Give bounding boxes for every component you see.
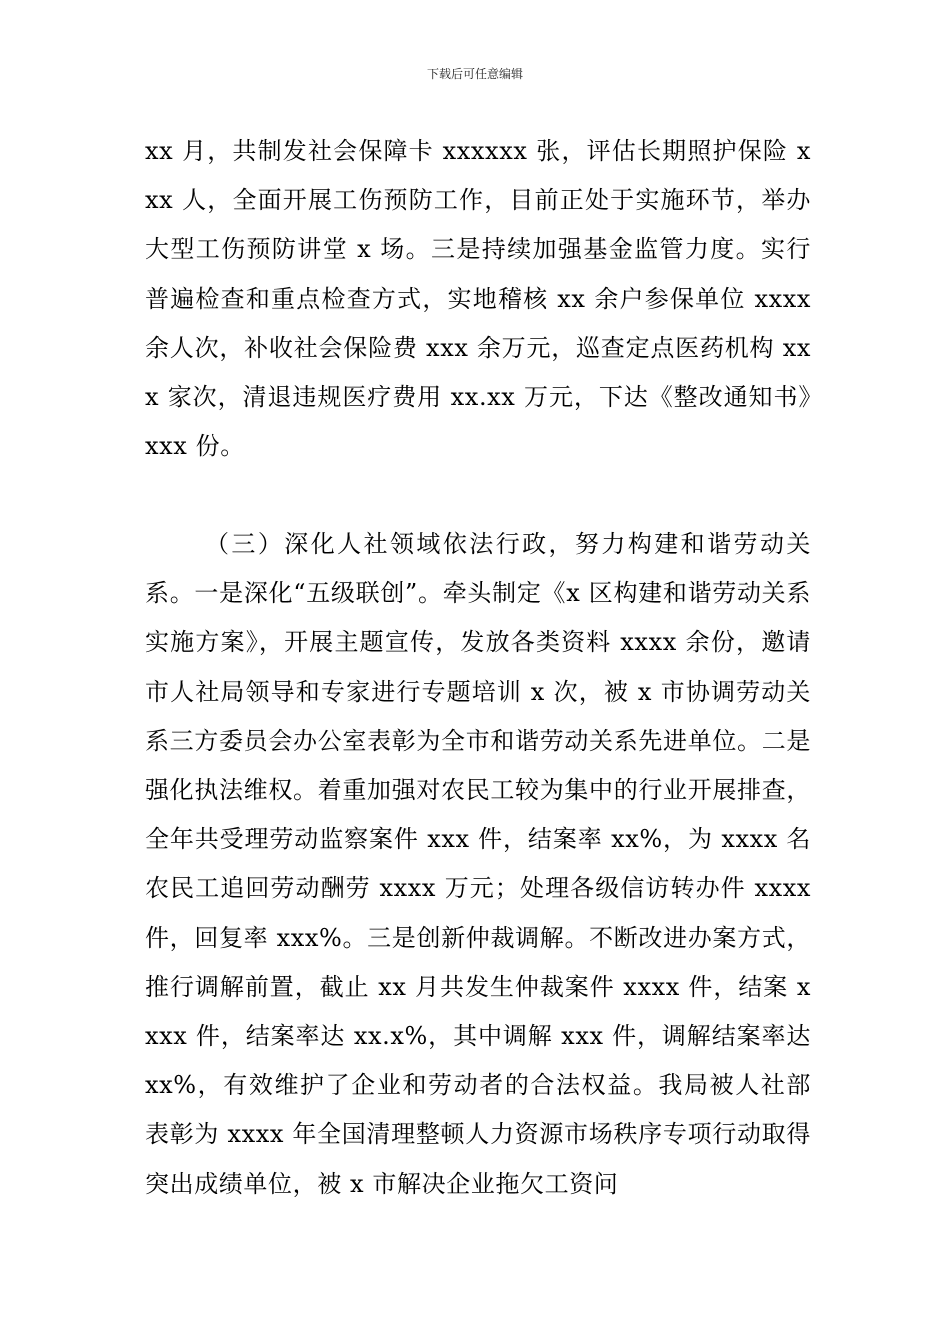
header-note: 下载后可任意编辑 <box>426 67 523 81</box>
body-paragraph-1: xx 月，共制发社会保障卡 xxxxxx 张，评估长期照护保险 xxx 人，全面开展工伤预防工作，目前正处于实施环节，举办大型工伤预防讲堂 x 场。三是持续加强基金监管力度。实行普遍检查和重点检查方式，实地稽核 xx 余户参保单位 xxxx 余人次，补收社会保险费 xxx 余万元，巡查定点医药机构 xxx 家次，清退违规医疗费用 xx.xx 万元，下达《整改通知书》xxx 份。 <box>145 137 811 461</box>
body-paragraph-2: （三）深化人社领域依法行政，努力构建和谐劳动关系。一是深化“五级联创”。牵头制定《x 区构建和谐劳动关系实施方案》，开展主题宣传，发放各类资料 xxxx 余份，邀请市人社局领导和专家进行专题培训 x 次，被 x 市协调劳动关系三方委员会办公室表彰为全市和谐劳动关系先进单位。二是强化执法维权。着重加强对农民工较为集中的行业开展排查，全年共受理劳动监察案件 xxx 件，结案率 xx%，为 xxxx 名农民工追回劳动酬劳 xxxx 万元；处理各级信访转办件 xxxx 件，回复率 xxx%。三是创新仲裁调解。不断改进办案方式，推行调解前置，截止 xx 月共发生仲裁案件 xxxx 件，结案 xxxx 件，结案率达 xx.x%，其中调解 xxx 件，调解结案率达 xx%，有效维护了企业和劳动者的合法权益。我局被人社部表彰为 xxxx 年全国清理整顿人力资源市场秩序专项行动取得突出成绩单位，被 x 市解决企业拖欠工资问 <box>145 530 811 1198</box>
